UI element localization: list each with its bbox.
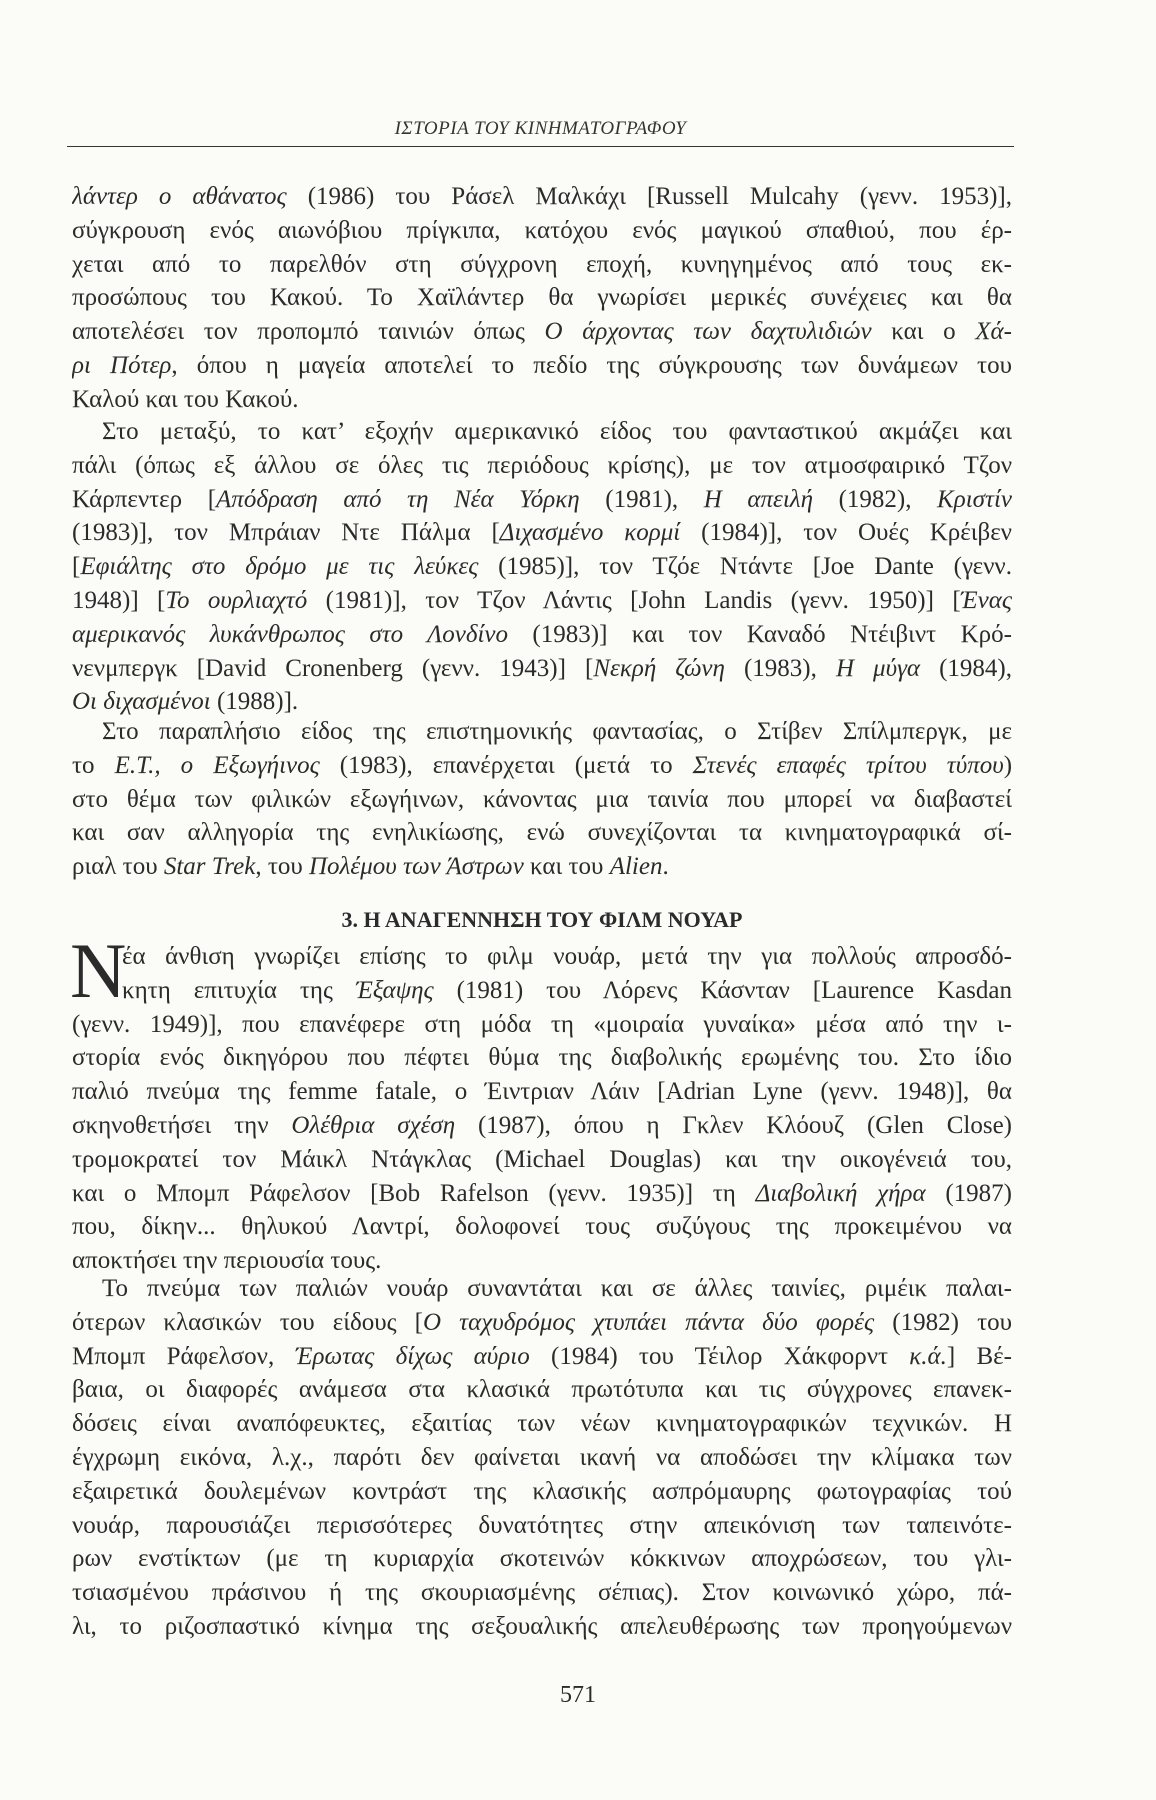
paragraph-3 bbox=[72, 715, 1012, 884]
text-line bbox=[72, 1075, 1012, 1109]
text-span: (1981) του Λόρενς Κάσνταν [Laurence Kasdan bbox=[433, 976, 1012, 1004]
text-span: ρων ενστίκτων (με τη κυριαρχία σκοτεινών κόκκινων αποχρώσεων, του γλι- bbox=[72, 1545, 1012, 1573]
text-span: αποκτήσει την περιουσία τους. bbox=[72, 1247, 382, 1275]
text-line bbox=[72, 1109, 1012, 1143]
text-line bbox=[72, 383, 1012, 417]
text-span: χεται από το παρελθόν στη σύγχρονη εποχή, κυνηγημένος από τους εκ- bbox=[72, 250, 1012, 278]
text-line bbox=[72, 550, 1012, 584]
text-line bbox=[72, 715, 1012, 749]
drop-cap: Ν bbox=[70, 927, 127, 1014]
text-line bbox=[72, 1407, 1012, 1441]
text-line bbox=[72, 1441, 1012, 1475]
text-span: Κάρπεντερ [ bbox=[72, 485, 217, 513]
italic-title: Χά- bbox=[975, 318, 1012, 346]
italic-title: Έρωτας δίχως αύριο bbox=[295, 1342, 530, 1370]
text-line bbox=[72, 749, 1012, 783]
text-span: βαια, οι διαφορές ανάμεσα στα κλασικά πρωτότυπα και τις σύγχρονες επανεκ- bbox=[72, 1376, 1012, 1404]
text-span: έγχρωμη εικόνα, λ.χ., παρότι δεν φαίνεται ικανή να αποδώσει την κλίμακα των bbox=[72, 1443, 1012, 1471]
text-span: λι, το ριζοσπαστικό κίνημα της σεξουαλικής απελευθέρωσης των προηγούμενων bbox=[72, 1612, 1012, 1640]
text-span: προσώπους του Κακού. Το Χαϊλάντερ θα γνωρίσει μερικές συνέχειες και θα bbox=[72, 284, 1012, 312]
text-line bbox=[72, 783, 1012, 817]
text-line bbox=[72, 1340, 1012, 1374]
text-span: (γενν. 1949)], που επανέφερε στη μόδα τη «μοιραία γυναίκα» μέσα από την ι- bbox=[72, 1010, 1012, 1038]
italic-title: Ε.Τ., ο Εξωγήινος bbox=[114, 751, 320, 779]
text-span: (1984), bbox=[920, 654, 1012, 682]
text-line bbox=[72, 1272, 1012, 1306]
text-span: και του bbox=[523, 853, 610, 881]
text-span: και ο bbox=[871, 318, 976, 346]
text-span: κητη επιτυχία της bbox=[122, 976, 356, 1004]
italic-title: Κριστίν bbox=[937, 485, 1012, 513]
text-span: στο θέμα των φιλικών εξωγήινων, κάνοντας μια ταινία που μπορεί να διαβαστεί bbox=[72, 785, 1012, 813]
italic-title: κ.ά. bbox=[909, 1342, 947, 1370]
text-line bbox=[72, 1306, 1012, 1340]
italic-title: Διαβολική χήρα bbox=[755, 1179, 926, 1207]
text-line bbox=[72, 850, 1012, 884]
text-span: εξαιρετικά δουλεμένων κοντράστ της κλασικής ασπρόμαυρης φωτογραφίας τού bbox=[72, 1477, 1012, 1505]
text-line bbox=[72, 584, 1012, 618]
text-span: (1981)], τον Τζον Λάντις [John Landis (γενν. 1950)] [ bbox=[307, 586, 961, 614]
text-span: νενμπεργκ [David Cronenberg (γενν. 1943)] [ bbox=[72, 654, 594, 682]
text-span: [ bbox=[72, 553, 81, 581]
text-span: ότερων κλασικών του είδους [ bbox=[72, 1308, 423, 1336]
text-span: δόσεις είναι αναπόφευκτες, εξαιτίας των νέων κινηματογραφικών τεχνικών. Η bbox=[72, 1410, 1012, 1438]
text-line bbox=[72, 1177, 1012, 1211]
text-line bbox=[72, 1373, 1012, 1407]
italic-title: Ολέθρια σχέση bbox=[291, 1111, 456, 1139]
italic-title: Star Trek bbox=[163, 853, 256, 881]
text-span: (1986) του Ράσελ Μαλκάχι [Russell Mulcahy (γενν. 1953)], bbox=[286, 183, 1012, 210]
text-span: ριαλ του bbox=[72, 853, 164, 881]
italic-title: Το ουρλιαχτό bbox=[165, 586, 308, 614]
text-span: νουάρ, παρουσιάζει περισσότερες δυνατότητες στην απεικόνιση των ταπεινότε- bbox=[72, 1511, 1012, 1539]
italic-title: Νεκρή ζώνη bbox=[593, 654, 725, 682]
italic-title: Εφιάλτης στο δρόμο με τις λεύκες bbox=[80, 553, 479, 581]
text-line bbox=[72, 940, 1012, 974]
text-span: Στο παραπλήσιο είδος της επιστημονικής φαντασίας, ο Στίβεν Σπίλμπεργκ, με bbox=[102, 718, 1012, 745]
text-line bbox=[72, 1143, 1012, 1177]
text-line bbox=[72, 214, 1012, 248]
text-span: που, δίκην... θηλυκού Λαντρί, δολοφονεί τους συζύγους της προκειμένου να bbox=[72, 1213, 1012, 1241]
text-span: τσιασμένου πράσινου ή της σκουριασμένης σέπιας). Στον κοινωνικό χώρο, πά- bbox=[72, 1579, 1012, 1607]
header-rule bbox=[67, 146, 1014, 147]
text-span: (1982) του bbox=[874, 1308, 1012, 1336]
text-line bbox=[72, 248, 1012, 282]
italic-title: Στενές επαφές τρίτου τύπου bbox=[692, 751, 1004, 779]
text-span: (1985)], τον Τζόε Ντάντε [Joe Dante (γενν. bbox=[478, 553, 1012, 581]
text-span: (1983)], τον Μπράιαν Ντε Πάλμα [ bbox=[72, 519, 500, 547]
italic-title: Ο άρχοντας των δαχτυλιδιών bbox=[544, 318, 872, 346]
italic-title: Έξαψης bbox=[355, 976, 434, 1004]
text-line bbox=[72, 1210, 1012, 1244]
text-span: (1984) του Τέιλορ Χάκφορντ bbox=[529, 1342, 910, 1370]
text-span: , όπου η μαγεία αποτελεί το πεδίο της σύγκρουσης των δυνάμεων του bbox=[171, 351, 1012, 379]
text-line bbox=[72, 415, 1012, 449]
text-line bbox=[72, 449, 1012, 483]
text-span: σκηνοθετήσει την bbox=[72, 1111, 292, 1139]
text-line bbox=[72, 349, 1012, 383]
page-number: 571 bbox=[560, 1682, 596, 1708]
paragraph-2 bbox=[72, 415, 1012, 719]
text-line bbox=[72, 483, 1012, 517]
text-line bbox=[72, 1008, 1012, 1042]
italic-title: λάντερ ο αθάνατος bbox=[72, 183, 287, 210]
text-span: στορία ενός δικηγόρου που πέφτει θύμα της διαβολικής ερωμένης του. Στο ίδιο bbox=[72, 1044, 1012, 1072]
text-span: 1948)] [ bbox=[72, 586, 166, 614]
text-line bbox=[72, 816, 1012, 850]
text-span: (1987) bbox=[925, 1179, 1012, 1207]
text-span: Στο μεταξύ, το κατ’ εξοχήν αμερικανικό είδος του φανταστικού ακμάζει και bbox=[102, 418, 1012, 445]
italic-title: Απόδραση από τη Νέα Υόρκη bbox=[216, 485, 580, 513]
italic-title: Η απειλή bbox=[703, 485, 814, 513]
text-span: το bbox=[72, 751, 115, 779]
italic-title: Ένας bbox=[960, 586, 1012, 614]
text-line bbox=[72, 1542, 1012, 1576]
text-span: σύγκρουση ενός αιωνόβιου πρίγκιπα, κατόχου ενός μαγικού σπαθιού, που έρ- bbox=[72, 216, 1012, 244]
paragraph-5 bbox=[72, 1272, 1012, 1644]
text-span: πάλι (όπως εξ άλλου σε όλες τις περιόδους κρίσης), με τον ατμοσφαιρικό Τζον bbox=[72, 451, 1012, 479]
text-span: και σαν αλληγορία της ενηλικίωσης, ενώ συνεχίζονται τα κινηματογραφικά σί- bbox=[72, 819, 1012, 847]
text-span: , του bbox=[255, 853, 309, 881]
text-line bbox=[72, 652, 1012, 686]
italic-title: αμερικανός λυκάνθρωπος στο Λονδίνο bbox=[72, 620, 508, 648]
text-span: παλιό πνεύμα της femme fatale, ο Έιντριαν Λάιν [Adrian Lyne (γενν. 1948)], θα bbox=[72, 1078, 1012, 1106]
text-span: ] Βέ- bbox=[946, 1342, 1012, 1370]
italic-title: Οι διχασμένοι bbox=[72, 688, 211, 716]
paragraph-1 bbox=[72, 180, 1012, 417]
text-span: (1982), bbox=[813, 485, 938, 513]
text-line bbox=[72, 516, 1012, 550]
text-span: και ο Μπομπ Ράφελσον [Bob Rafelson (γενν. 1935)] τη bbox=[72, 1179, 756, 1207]
section-heading: 3. Η ΑΝΑΓΕΝΝΗΣΗ ΤΟΥ ΦΙΛΜ ΝΟΥΑΡ bbox=[341, 907, 743, 932]
text-span: ) bbox=[1003, 751, 1012, 779]
text-span: (1987), όπου η Γκλεν Κλόουζ (Glen Close) bbox=[455, 1111, 1012, 1139]
text-span: έα άνθιση γνωρίζει επίσης το φιλμ νουάρ, μετά την για πολλούς απροσδό- bbox=[122, 943, 1012, 970]
text-span: τρομοκρατεί τον Μάικλ Ντάγκλας (Michael Douglas) και την οικογένειά του, bbox=[72, 1145, 1012, 1173]
text-line bbox=[72, 281, 1012, 315]
italic-title: Alien bbox=[609, 853, 663, 881]
text-span: (1981), bbox=[579, 485, 704, 513]
paragraph-4 bbox=[72, 940, 1012, 1278]
text-line bbox=[72, 180, 1012, 214]
italic-title: Η μύγα bbox=[835, 654, 921, 682]
running-header: ΙΣΤΟΡΙΑ ΤΟΥ ΚΙΝΗΜΑΤΟΓΡΑΦΟΥ bbox=[394, 118, 687, 139]
text-span: (1983)] και τον Καναδό Ντέιβιντ Κρό- bbox=[508, 620, 1012, 648]
text-line bbox=[72, 1576, 1012, 1610]
italic-title: Διχασμένο κορμί bbox=[499, 519, 681, 547]
text-span: . bbox=[662, 853, 669, 881]
text-span: (1983), bbox=[724, 654, 836, 682]
text-line bbox=[72, 618, 1012, 652]
text-span: Το πνεύμα των παλιών νουάρ συναντάται και σε άλλες ταινίες, ριμέικ παλαι- bbox=[102, 1275, 1012, 1302]
text-span: Καλού και του Κακού. bbox=[72, 385, 299, 413]
text-span: (1983), επανέρχεται (μετά το bbox=[319, 751, 693, 779]
text-line bbox=[72, 1041, 1012, 1075]
text-span: αποτελέσει τον προπομπό ταινιών όπως bbox=[72, 318, 545, 346]
italic-title: Πολέμου των Άστρων bbox=[309, 853, 524, 881]
text-span: (1984)], τον Ουές Κρέιβεν bbox=[680, 519, 1012, 547]
text-line bbox=[72, 1509, 1012, 1543]
text-span: Μπομπ Ράφελσον, bbox=[72, 1342, 296, 1370]
text-line bbox=[72, 1610, 1012, 1644]
text-span: (1988)]. bbox=[210, 688, 299, 716]
italic-title: ρι Πότερ bbox=[72, 351, 172, 379]
text-line bbox=[72, 1475, 1012, 1509]
italic-title: Ο ταχυδρόμος χτυπάει πάντα δύο φορές bbox=[423, 1308, 875, 1336]
text-line bbox=[72, 315, 1012, 349]
text-line bbox=[72, 974, 1012, 1008]
